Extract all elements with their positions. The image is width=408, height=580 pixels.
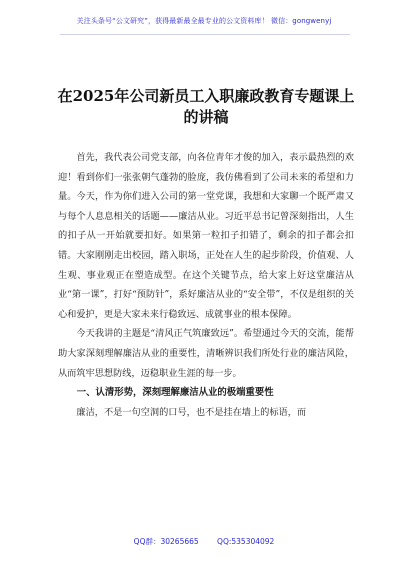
header-note: 关注头条号“公文研究”，获得最新最全最专业的公文资料库！ 微信：gongwenyj xyxy=(76,17,332,25)
document-body xyxy=(58,148,354,422)
footer-contact xyxy=(0,536,408,547)
header-divider xyxy=(60,34,350,35)
section-heading: 一、认清形势，深刻理解廉洁从业的极端重要性 xyxy=(76,387,274,399)
paragraph-continued: 廉洁，不是一句空洞的口号，也不是挂在墙上的标语，而 xyxy=(76,406,307,418)
footer-qq-group: QQ群：30265665 xyxy=(133,537,199,546)
paragraph-theme: 今天我讲的主题是“清风正气筑廉致远”。希望通过今天的交流，能帮助大家深刻理解廉洁从业的重要性，清晰辨识我们所处行业的廉洁风险，从而筑牢思想防线，迈稳职业生涯的每一步。 xyxy=(58,328,354,379)
paragraph-intro: 首先，我代表公司党支部，向各位青年才俊的加入，表示最热烈的欢迎！看到你们一张张朝气蓬勃的脸庞，我仿佛看到了公司未来的希望和力量。今天，作为你们进入公司的第一堂党课，我想和大家聊一个既严肃又与每个人息息相关的话题——廉洁从业。习近平总书记曾深刻指出，人生的扣子从一开始就要扣好。如果第一粒扣子扣错了，剩余的扣子都会扣错。大家刚刚走出校园，踏入职场，正处在人生的起步阶段，价值观、人生观、事业观正在塑造成型。在这个关键节点，给大家上好这堂廉洁从业“第一课”，打好“预防针”，系好廉洁从业的“安全带”，不仅是组织的关心和爱护，更是大家未来行稳致远、成就事业的根本保障。 xyxy=(58,152,354,320)
document-title: 在2025年公司新员工入职廉政教育专题课上的讲稿 xyxy=(57,87,355,126)
footer-qq: QQ:535304092 xyxy=(217,537,275,546)
